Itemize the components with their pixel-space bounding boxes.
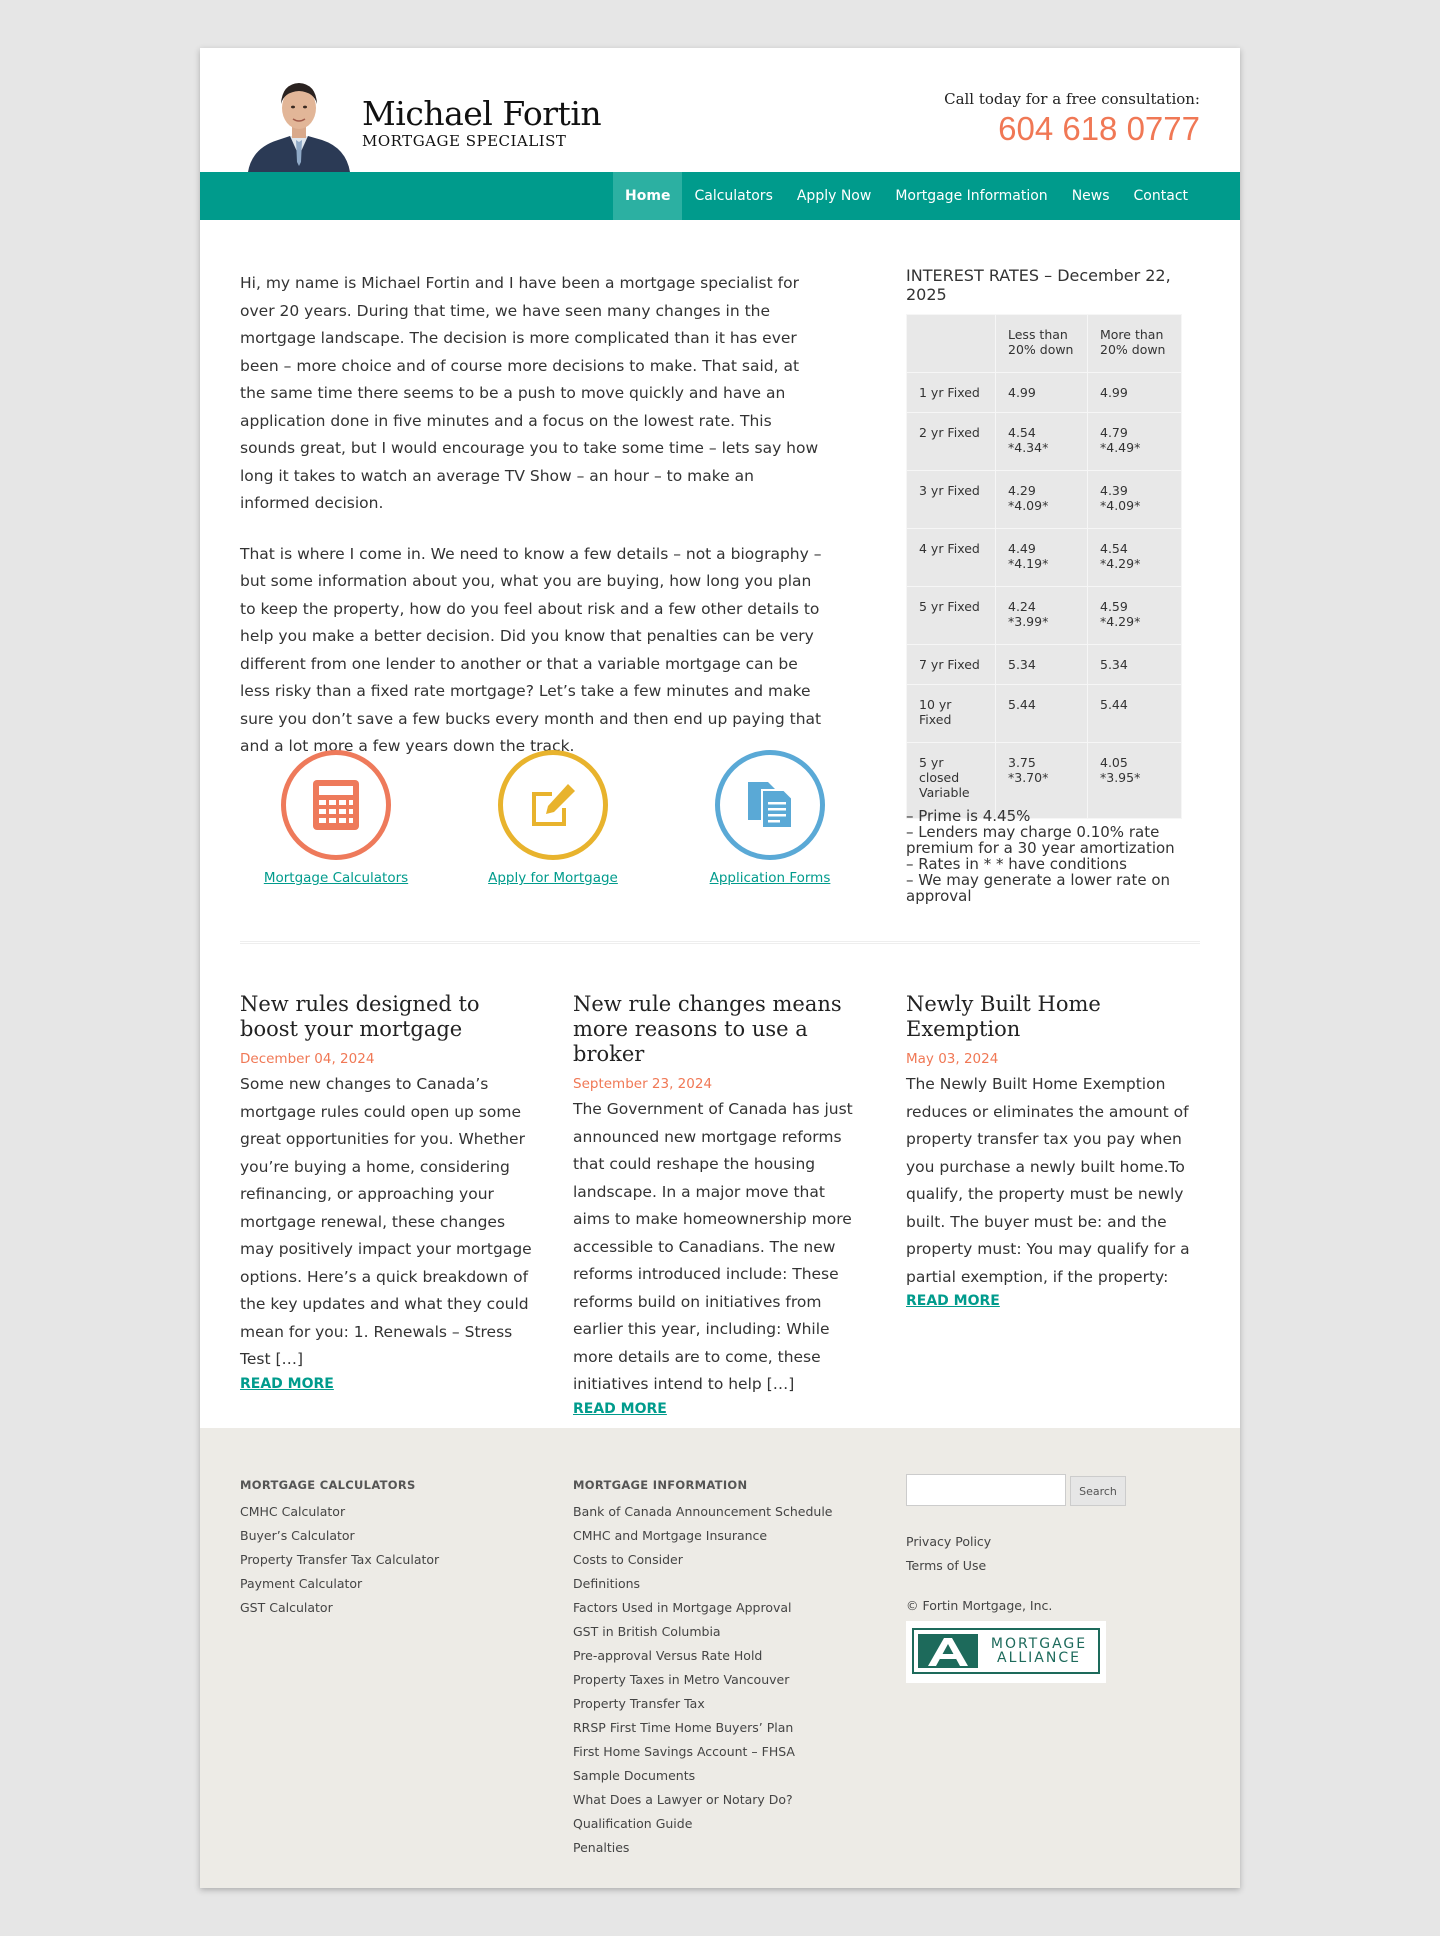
consultation-text: Call today for a free consultation:	[944, 90, 1200, 108]
footer-link[interactable]: GST Calculator	[240, 1600, 333, 1615]
main-nav	[200, 172, 1240, 220]
footer-link[interactable]: RRSP First Time Home Buyers’ Plan	[573, 1720, 794, 1735]
header	[200, 48, 1240, 172]
footer-link[interactable]: Factors Used in Mortgage Approval	[573, 1600, 792, 1615]
rate-less: 4.54 *4.34*	[996, 413, 1088, 471]
rate-less: 4.24 *3.99*	[996, 587, 1088, 645]
footer-link[interactable]: Pre-approval Versus Rate Hold	[573, 1648, 763, 1663]
nav-apply-now[interactable]: Apply Now	[796, 188, 872, 204]
footer-heading: MORTGAGE CALCULATORS	[240, 1478, 416, 1492]
rates-header-more: More than 20% down	[1088, 315, 1182, 373]
rates-row	[907, 645, 1182, 685]
post-date: May 03, 2024	[906, 1051, 999, 1067]
post-excerpt: The Government of Canada has just announced new mortgage reforms that could reshape the housing landscape. In a major move that aims to make homeownership more accessible to Canadians. The new reforms introduced include: These reforms build on initiatives from earlier this year, including: While more details are to come, these initiatives intend to help […]	[573, 1100, 853, 1393]
rate-term: 4 yr Fixed	[907, 529, 996, 587]
search-button[interactable]: Search	[1070, 1476, 1126, 1506]
rate-less: 3.75 *3.70*	[996, 743, 1088, 819]
news-post	[240, 992, 532, 1392]
logo-text-mortgage: MORTGAGE	[990, 1636, 1088, 1652]
footer-link[interactable]: First Home Savings Account – FHSA	[573, 1744, 795, 1759]
feature-calculators[interactable]	[236, 750, 436, 886]
rate-less: 5.34	[996, 645, 1088, 685]
terms-of-use-link[interactable]: Terms of Use	[906, 1558, 987, 1573]
footer-link[interactable]: Bank of Canada Announcement Schedule	[573, 1504, 833, 1519]
footer-link[interactable]: Buyer’s Calculator	[240, 1528, 355, 1543]
rates-note: – Prime is 4.45%	[906, 807, 1031, 825]
intro-paragraph-1: Hi, my name is Michael Fortin and I have been a mortgage specialist for over 20 years. During that time, we have seen many changes in the mortgage landscape. The decision is more complicated than it has ever been – more choice and of course more decisions to make. That said, at the same time there seems to be a push to move quickly and have an application done in five minutes and a focus on the lowest rate. This sounds great, but I would encourage you to take some time – lets say how long it takes to watch an average TV Show – an hour – to make an informed decision.	[240, 274, 819, 512]
post-title[interactable]: Newly Built Home Exemption	[906, 992, 1101, 1041]
footer-link[interactable]: GST in British Columbia	[573, 1624, 721, 1639]
nav-news[interactable]: News	[1071, 188, 1110, 204]
brand-name[interactable]: Michael Fortin	[362, 94, 602, 133]
section-divider	[240, 941, 1200, 944]
rate-term: 1 yr Fixed	[907, 373, 996, 413]
rate-more: 4.39 *4.09*	[1088, 471, 1182, 529]
rate-less: 4.29 *4.09*	[996, 471, 1088, 529]
copyright: © Fortin Mortgage, Inc.	[906, 1598, 1053, 1613]
rates-title: INTEREST RATES – December 22, 2025	[906, 266, 1171, 304]
documents-icon[interactable]	[715, 750, 825, 860]
page	[200, 48, 1240, 1888]
rates-header-row	[907, 315, 1182, 373]
footer-link[interactable]: Sample Documents	[573, 1768, 696, 1783]
rates-header-empty	[907, 315, 996, 373]
rates-header-less: Less than 20% down	[996, 315, 1088, 373]
rate-more: 5.44	[1088, 685, 1182, 743]
rate-more: 4.59 *4.29*	[1088, 587, 1182, 645]
rates-row	[907, 685, 1182, 743]
rate-less: 4.49 *4.19*	[996, 529, 1088, 587]
rates-row	[907, 373, 1182, 413]
mortgage-alliance-logo[interactable]	[906, 1621, 1106, 1683]
news-post	[573, 992, 865, 1417]
footer-mortgage-info	[573, 1478, 833, 1860]
rate-term: 3 yr Fixed	[907, 471, 996, 529]
footer-calculators	[240, 1478, 439, 1620]
rate-more: 4.54 *4.29*	[1088, 529, 1182, 587]
footer-link[interactable]: Property Transfer Tax Calculator	[240, 1552, 440, 1567]
footer-link[interactable]: Costs to Consider	[573, 1552, 683, 1567]
rates-row	[907, 587, 1182, 645]
rates-note: – Rates in * * have conditions	[906, 855, 1127, 873]
edit-icon[interactable]	[498, 750, 608, 860]
read-more-link[interactable]: READ MORE	[906, 1293, 1000, 1309]
footer	[200, 1428, 1240, 1888]
portrait-photo	[248, 70, 350, 172]
rates-table	[906, 314, 1182, 819]
footer-link[interactable]: Qualification Guide	[573, 1816, 693, 1831]
nav-calculators[interactable]: Calculators	[694, 188, 773, 204]
rate-less: 5.44	[996, 685, 1088, 743]
post-excerpt: Some new changes to Canada’s mortgage rules could open up some great opportunities for you. Whether you’re buying a home, considering refinancing, or approaching your mortgage renewal, these changes may positively impact your mortgage options. Here’s a quick breakdown of the key updates and what they could mean for you: 1. Renewals – Stress Test […]	[240, 1075, 532, 1368]
rate-term: 7 yr Fixed	[907, 645, 996, 685]
rate-more: 4.79 *4.49*	[1088, 413, 1182, 471]
rate-more: 4.99	[1088, 373, 1182, 413]
nav-contact[interactable]: Contact	[1133, 188, 1188, 204]
brand-tagline: MORTGAGE SPECIALIST	[362, 132, 567, 150]
rate-term: 10 yr Fixed	[907, 685, 996, 743]
nav-mortgage-information[interactable]: Mortgage Information	[895, 188, 1048, 204]
news-post	[906, 992, 1198, 1309]
footer-link[interactable]: Payment Calculator	[240, 1576, 363, 1591]
read-more-link[interactable]: READ MORE	[573, 1400, 667, 1417]
rates-row	[907, 471, 1182, 529]
nav-home[interactable]: Home	[613, 172, 682, 220]
post-title[interactable]: New rule changes means more reasons to use a broker	[573, 992, 842, 1066]
footer-link[interactable]: CMHC Calculator	[240, 1504, 346, 1519]
rate-term: 5 yr closed Variable	[907, 743, 996, 819]
rate-term: 2 yr Fixed	[907, 413, 996, 471]
rates-row	[907, 529, 1182, 587]
mortgage-calculators-link[interactable]: Mortgage Calculators	[263, 870, 409, 886]
intro-paragraph-2: That is where I come in. We need to know a few details – not a biography – but some information about you, what you are buying, how long you plan to keep the property, how do you feel about risk and a few other details to help you make a better decision. Did you know that penalties can be very different from one lender to another or that a variable mortgage can be less risky than a fixed rate mortgage? Let’s take a few minutes and make sure you don’t save a few bucks every month and then end up paying that and a lot more a few years down the track.	[240, 544, 822, 755]
rates-note: – Lenders may charge 0.10% rate premium for a 30 year amortization	[906, 823, 1175, 857]
rates-notes	[906, 808, 1196, 904]
interest-rates-widget	[906, 266, 1196, 819]
post-date: December 04, 2024	[240, 1051, 375, 1067]
phone-number[interactable]: 604 618 0777	[998, 110, 1200, 147]
legal-links	[906, 1530, 991, 1578]
post-excerpt: The Newly Built Home Exemption reduces or eliminates the amount of property transfer tax you pay when you purchase a newly built home.To qualify, the property must be newly built. The buyer must be: and the property must: You may qualify for a partial exemption, if the property:	[906, 1075, 1190, 1286]
footer-link[interactable]: What Does a Lawyer or Notary Do?	[573, 1792, 793, 1807]
footer-link[interactable]: Property Taxes in Metro Vancouver	[573, 1672, 790, 1687]
footer-link[interactable]: CMHC and Mortgage Insurance	[573, 1528, 768, 1543]
feature-forms[interactable]	[670, 750, 870, 886]
read-more-link[interactable]: READ MORE	[240, 1375, 334, 1392]
rates-row	[907, 413, 1182, 471]
intro-text	[240, 270, 828, 784]
rates-note: – We may generate a lower rate on approval	[906, 871, 1171, 905]
post-title[interactable]: New rules designed to boost your mortgage	[240, 992, 480, 1041]
footer-heading: MORTGAGE INFORMATION	[573, 1478, 748, 1492]
search-input[interactable]	[906, 1474, 1066, 1506]
rate-more: 5.34	[1088, 645, 1182, 685]
calculator-icon[interactable]	[281, 750, 391, 860]
privacy-policy-link[interactable]: Privacy Policy	[906, 1534, 992, 1549]
footer-link[interactable]: Penalties	[573, 1840, 630, 1855]
feature-apply[interactable]	[453, 750, 653, 886]
rate-less: 4.99	[996, 373, 1088, 413]
logo-text-alliance: ALLIANCE	[997, 1650, 1081, 1666]
post-date: September 23, 2024	[573, 1076, 713, 1092]
search-form	[906, 1474, 1126, 1506]
footer-link[interactable]: Definitions	[573, 1576, 641, 1591]
rate-more: 4.05 *3.95*	[1088, 743, 1182, 819]
application-forms-link[interactable]: Application Forms	[709, 870, 831, 886]
apply-for-mortgage-link[interactable]: Apply for Mortgage	[488, 870, 618, 886]
footer-link[interactable]: Property Transfer Tax	[573, 1696, 705, 1711]
rate-term: 5 yr Fixed	[907, 587, 996, 645]
